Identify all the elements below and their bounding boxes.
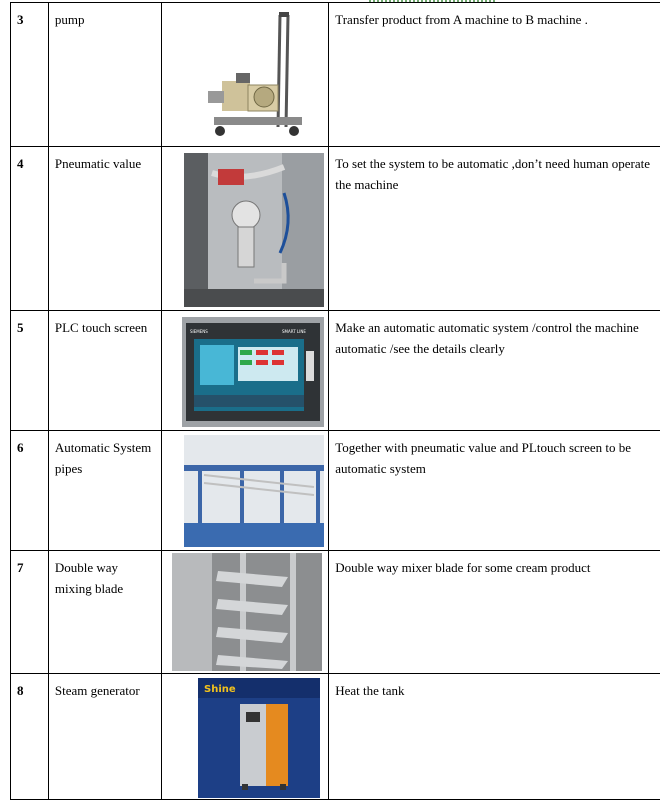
pneumatic-valve-photo — [184, 153, 324, 307]
equipment-description: To set the system to be automatic ,don’t need human operate the machine — [329, 147, 660, 311]
row-number: 3 — [11, 3, 49, 147]
equipment-name: Pneumatic value — [48, 147, 162, 311]
equipment-photo-cell — [162, 674, 329, 800]
plc-screen-photo — [182, 317, 324, 427]
equipment-description: Make an automatic automatic system /control the machine automatic /see the details clearly — [329, 311, 660, 431]
table-row — [11, 3, 660, 147]
table-row — [11, 147, 660, 311]
equipment-description: Transfer product from A machine to B machine . — [329, 3, 660, 147]
equipment-name: Double way mixing blade — [48, 551, 162, 674]
table-row — [11, 551, 660, 674]
row-number: 4 — [11, 147, 49, 311]
equipment-name: PLC touch screen — [48, 311, 162, 431]
equipment-name: pump — [48, 3, 162, 147]
equipment-photo-cell — [162, 147, 329, 311]
equipment-name: Automatic System pipes — [48, 431, 162, 551]
steam-generator-photo — [198, 678, 320, 798]
pump-photo — [200, 9, 310, 139]
logo-text: Shine — [204, 684, 236, 695]
equipment-name: Steam generator — [48, 674, 162, 800]
mixing-blade-photo — [172, 553, 322, 671]
screen-brand-label: SIEMENS — [190, 329, 208, 334]
table-row — [11, 674, 660, 800]
equipment-photo-cell — [162, 431, 329, 551]
equipment-description: Heat the tank — [329, 674, 660, 800]
table-row — [11, 431, 660, 551]
row-number: 6 — [11, 431, 49, 551]
equipment-description: Double way mixer blade for some cream product — [329, 551, 660, 674]
equipment-photo-cell — [162, 311, 329, 431]
pipe-system-photo — [184, 435, 324, 547]
equipment-photo-cell — [162, 3, 329, 147]
row-number: 5 — [11, 311, 49, 431]
equipment-photo-cell — [162, 551, 329, 674]
row-number: 8 — [11, 674, 49, 800]
equipment-table — [10, 2, 660, 800]
screen-model-label: SMART LINE — [282, 329, 306, 334]
equipment-description: Together with pneumatic value and PLtouch screen to be automatic system — [329, 431, 660, 551]
table-row — [11, 311, 660, 431]
row-number: 7 — [11, 551, 49, 674]
